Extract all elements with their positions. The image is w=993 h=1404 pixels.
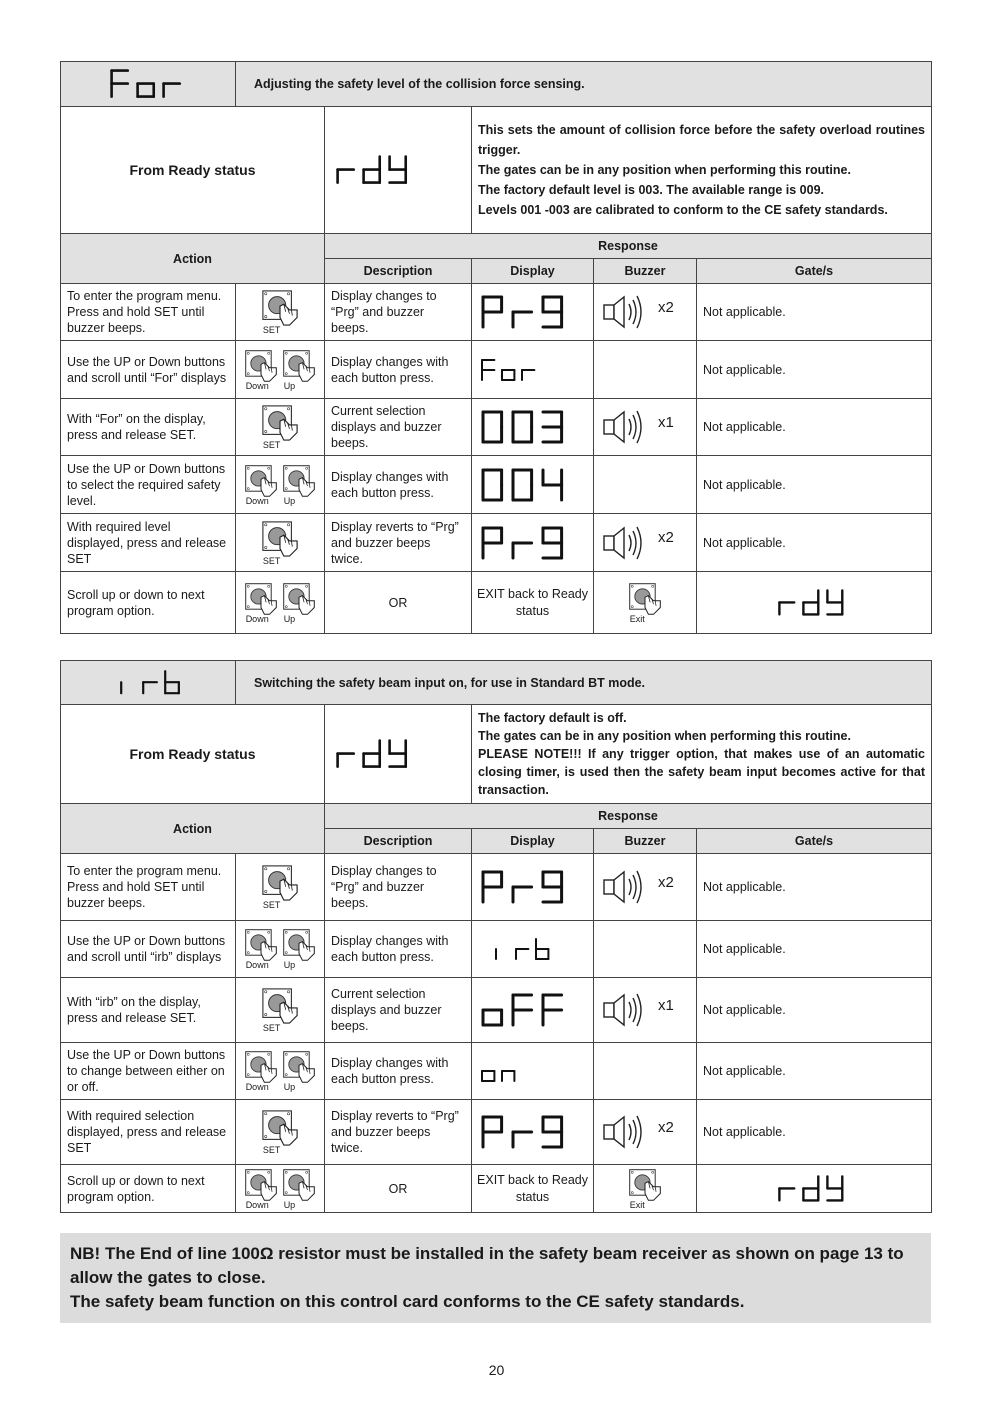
action-text: With required level displayed, press and release SET [61, 514, 236, 572]
section-code-display [61, 68, 235, 99]
exit-label: Exit [629, 613, 645, 624]
action-button-cell [236, 284, 325, 341]
action-button-cell [236, 572, 325, 634]
display-cell [472, 399, 594, 456]
description-text: Current selection displays and buzzer beeps. [325, 978, 472, 1043]
speaker-icon [602, 1114, 654, 1150]
action-text: Scroll up or down to next program option. [61, 572, 236, 634]
up-label: Up [283, 1082, 296, 1092]
segment-display [472, 1114, 593, 1150]
buzzer-header: Buzzer [594, 259, 697, 284]
action-text: To enter the program menu. Press and hold SET until buzzer beeps. [61, 284, 236, 341]
gate-text: Not applicable. [697, 399, 932, 456]
intro-text [472, 705, 932, 804]
set-label: SET [262, 555, 281, 566]
gate-text: Not applicable. [697, 341, 932, 399]
table-row [61, 1100, 932, 1165]
from-ready-label: From Ready status [61, 107, 325, 234]
set-label: SET [262, 1145, 281, 1155]
segment-display [472, 1059, 593, 1083]
response-header: Response [325, 234, 932, 259]
speaker-icon [602, 869, 654, 905]
buzzer-header: Buzzer [594, 829, 697, 854]
action-header: Action [61, 804, 325, 854]
buzzer-cell [594, 1043, 697, 1100]
response-header: Response [325, 804, 932, 829]
action-button-cell [236, 854, 325, 921]
section-code-display [61, 669, 235, 695]
description-text: Current selection displays and buzzer beeps. [325, 399, 472, 456]
section-code-cell [61, 62, 236, 107]
nb-note [60, 1233, 931, 1323]
buzzer-cell [594, 854, 697, 921]
beep-count: x2 [658, 1118, 674, 1136]
up-down-button-group [236, 1168, 324, 1210]
set-button-group [236, 987, 324, 1033]
set-label: SET [262, 325, 281, 335]
set-button-group [236, 520, 324, 566]
note-line: NB! The End of line 100Ω resistor must be installed in the safety beam receiver as shown on page 13 to allow the gates to close. [70, 1244, 904, 1287]
description-text: Display changes with each button press. [325, 921, 472, 978]
table-row [61, 456, 932, 514]
set-button-icon [261, 987, 299, 1033]
gate-text: Not applicable. [697, 284, 932, 341]
action-button-cell [236, 456, 325, 514]
up-label: Up [283, 380, 296, 391]
buzzer-cell [594, 921, 697, 978]
segment-display [472, 992, 593, 1028]
display-cell [472, 284, 594, 341]
up-button-icon [282, 1168, 316, 1210]
down-button-icon [244, 349, 278, 391]
down-label: Down [245, 1082, 269, 1092]
action-button-cell [236, 1165, 325, 1213]
table-row [61, 399, 932, 456]
buzzer-cell [594, 399, 697, 456]
description-header: Description [325, 829, 472, 854]
table-row [61, 978, 932, 1043]
description-text: Display changes to “Prg” and buzzer beeps. [325, 284, 472, 341]
buzzer-cell [594, 978, 697, 1043]
intro-text [472, 107, 932, 234]
buzzer-cell [594, 514, 697, 572]
display-cell [472, 921, 594, 978]
set-button-group [236, 404, 324, 450]
description-header: Description [325, 259, 472, 284]
exit-button-cell [594, 1165, 697, 1213]
buzzer [594, 869, 696, 905]
description-text: Display changes with each button press. [325, 1043, 472, 1100]
up-label: Up [283, 960, 296, 970]
exit-button-group [594, 582, 696, 624]
display-cell [472, 456, 594, 514]
or-text: OR [325, 1165, 472, 1213]
gate-text: Not applicable. [697, 514, 932, 572]
set-label: SET [262, 900, 281, 910]
up-down-button-group [236, 464, 324, 506]
up-button-icon [282, 582, 316, 624]
ready-display [325, 154, 471, 185]
display-cell [472, 1100, 594, 1165]
table-row-last [61, 1165, 932, 1213]
segment-display [472, 358, 593, 382]
down-label: Down [245, 613, 269, 624]
set-button-group [236, 1109, 324, 1155]
buzzer-cell [594, 341, 697, 399]
action-text: Use the UP or Down buttons to change between either on or off. [61, 1043, 236, 1100]
action-button-cell [236, 978, 325, 1043]
action-button-cell [236, 1100, 325, 1165]
table-row-last [61, 572, 932, 634]
table-row [61, 1043, 932, 1100]
gates-header: Gate/s [697, 259, 932, 284]
exit-text: EXIT back to Ready status [472, 1165, 594, 1213]
intro-line: PLEASE NOTE!!! If any trigger option, that makes use of an automatic closing timer, is used then the safety beam input becomes active for that transaction. [478, 747, 926, 797]
description-text: Display reverts to “Prg” and buzzer beeps twice. [325, 514, 472, 572]
display-cell [472, 978, 594, 1043]
section-irb [60, 660, 931, 1213]
section-title: Adjusting the safety level of the collision force sensing. [236, 62, 932, 107]
buzzer [594, 525, 696, 561]
set-label: SET [262, 1023, 281, 1033]
or-text: OR [325, 572, 472, 634]
table-row [61, 854, 932, 921]
from-ready-label: From Ready status [61, 705, 325, 804]
set-button-icon [261, 864, 299, 910]
set-button-icon [261, 289, 299, 335]
note-line: The safety beam function on this control card conforms to the CE safety standards. [70, 1292, 745, 1311]
page-number: 20 [488, 1362, 505, 1378]
buzzer-cell [594, 1100, 697, 1165]
action-button-cell [236, 921, 325, 978]
display-cell [472, 514, 594, 572]
up-button-icon [282, 349, 316, 391]
segment-display [472, 937, 593, 961]
up-down-button-group [236, 582, 324, 624]
up-button-icon [282, 464, 316, 506]
description-text: Display changes to “Prg” and buzzer beeps. [325, 854, 472, 921]
beep-count: x2 [658, 873, 674, 891]
segment-display [472, 409, 593, 445]
display-header: Display [472, 259, 594, 284]
buzzer-cell [594, 284, 697, 341]
table-row [61, 341, 932, 399]
exit-button-group [594, 1168, 696, 1210]
display-cell [472, 1043, 594, 1100]
buzzer [594, 294, 696, 330]
action-text: Use the UP or Down buttons to select the required safety level. [61, 456, 236, 514]
gate-text: Not applicable. [697, 921, 932, 978]
intro-line: The factory default is off. [478, 711, 627, 725]
up-label: Up [283, 1199, 296, 1210]
exit-button-cell [594, 572, 697, 634]
intro-line: The gates can be in any position when performing this routine. [478, 163, 851, 177]
down-label: Down [245, 380, 269, 391]
intro-line: Levels 001 -003 are calibrated to conform to the CE safety standards. [478, 203, 888, 217]
speaker-icon [602, 294, 654, 330]
ready-display-cell [325, 705, 472, 804]
segment-display [472, 467, 593, 503]
up-label: Up [283, 495, 296, 506]
set-button-icon [261, 520, 299, 566]
gate-text: Not applicable. [697, 1100, 932, 1165]
ready-display [697, 588, 931, 617]
action-text: Use the UP or Down buttons and scroll until “For” displays [61, 341, 236, 399]
action-text: With required selection displayed, press and release SET [61, 1100, 236, 1165]
up-label: Up [283, 613, 296, 624]
buzzer-cell [594, 456, 697, 514]
action-text: To enter the program menu. Press and hold SET until buzzer beeps. [61, 854, 236, 921]
exit-label: Exit [629, 1199, 645, 1210]
action-button-cell [236, 399, 325, 456]
gate-text: Not applicable. [697, 1043, 932, 1100]
up-down-button-group [236, 349, 324, 391]
gate-text: Not applicable. [697, 978, 932, 1043]
display-cell [472, 341, 594, 399]
down-button-icon [244, 1050, 278, 1092]
action-header: Action [61, 234, 325, 284]
ready-display-cell [697, 572, 932, 634]
action-text: Use the UP or Down buttons and scroll until “irb” displays [61, 921, 236, 978]
intro-line: The factory default level is 003. The available range is 009. [478, 183, 824, 197]
gate-text: Not applicable. [697, 854, 932, 921]
beep-count: x2 [658, 529, 674, 546]
section-title: Switching the safety beam input on, for use in Standard BT mode. [236, 661, 932, 705]
up-down-button-group [236, 928, 324, 970]
action-button-cell [236, 514, 325, 572]
down-label: Down [245, 960, 269, 970]
display-cell [472, 854, 594, 921]
table-row [61, 284, 932, 341]
action-text: With “For” on the display, press and release SET. [61, 399, 236, 456]
for-table [60, 61, 932, 634]
intro-line: The gates can be in any position when performing this routine. [478, 729, 851, 743]
set-button-group [236, 864, 324, 910]
ready-display-cell [697, 1165, 932, 1213]
speaker-icon [602, 992, 654, 1028]
exit-text: EXIT back to Ready status [472, 572, 594, 634]
down-button-icon [244, 582, 278, 624]
down-button-icon [244, 464, 278, 506]
ready-display [325, 738, 471, 769]
buzzer [594, 1114, 696, 1150]
up-down-button-group [236, 1050, 324, 1092]
set-button-icon [261, 404, 299, 450]
ready-display-cell [325, 107, 472, 234]
set-button-group [236, 289, 324, 335]
down-label: Down [245, 1199, 269, 1210]
intro-line: This sets the amount of collision force before the safety overload routines trigger. [478, 123, 926, 157]
table-row [61, 514, 932, 572]
gates-header: Gate/s [697, 829, 932, 854]
table-row [61, 921, 932, 978]
gate-text: Not applicable. [697, 456, 932, 514]
up-button-icon [282, 928, 316, 970]
down-button-icon [244, 928, 278, 970]
action-button-cell [236, 341, 325, 399]
exit-button-icon [628, 582, 662, 624]
segment-display [472, 869, 593, 905]
action-button-cell [236, 1043, 325, 1100]
segment-display [472, 525, 593, 561]
exit-button-icon [628, 1168, 662, 1210]
up-button-icon [282, 1050, 316, 1092]
action-text: With “irb” on the display, press and release SET. [61, 978, 236, 1043]
action-text: Scroll up or down to next program option. [61, 1165, 236, 1213]
beep-count: x1 [658, 413, 674, 431]
segment-display [472, 294, 593, 330]
set-button-icon [261, 1109, 299, 1155]
beep-count: x1 [658, 996, 674, 1014]
set-label: SET [262, 440, 281, 450]
down-label: Down [245, 495, 269, 506]
display-header: Display [472, 829, 594, 854]
beep-count: x2 [658, 298, 674, 316]
speaker-icon [602, 525, 654, 561]
buzzer [594, 409, 696, 445]
speaker-icon [602, 409, 654, 445]
irb-table [60, 660, 932, 1213]
description-text: Display changes with each button press. [325, 341, 472, 399]
down-button-icon [244, 1168, 278, 1210]
description-text: Display reverts to “Prg” and buzzer beeps twice. [325, 1100, 472, 1165]
buzzer [594, 992, 696, 1028]
ready-display [697, 1174, 931, 1203]
section-for [60, 61, 931, 634]
section-code-cell [61, 661, 236, 705]
description-text: Display changes with each button press. [325, 456, 472, 514]
